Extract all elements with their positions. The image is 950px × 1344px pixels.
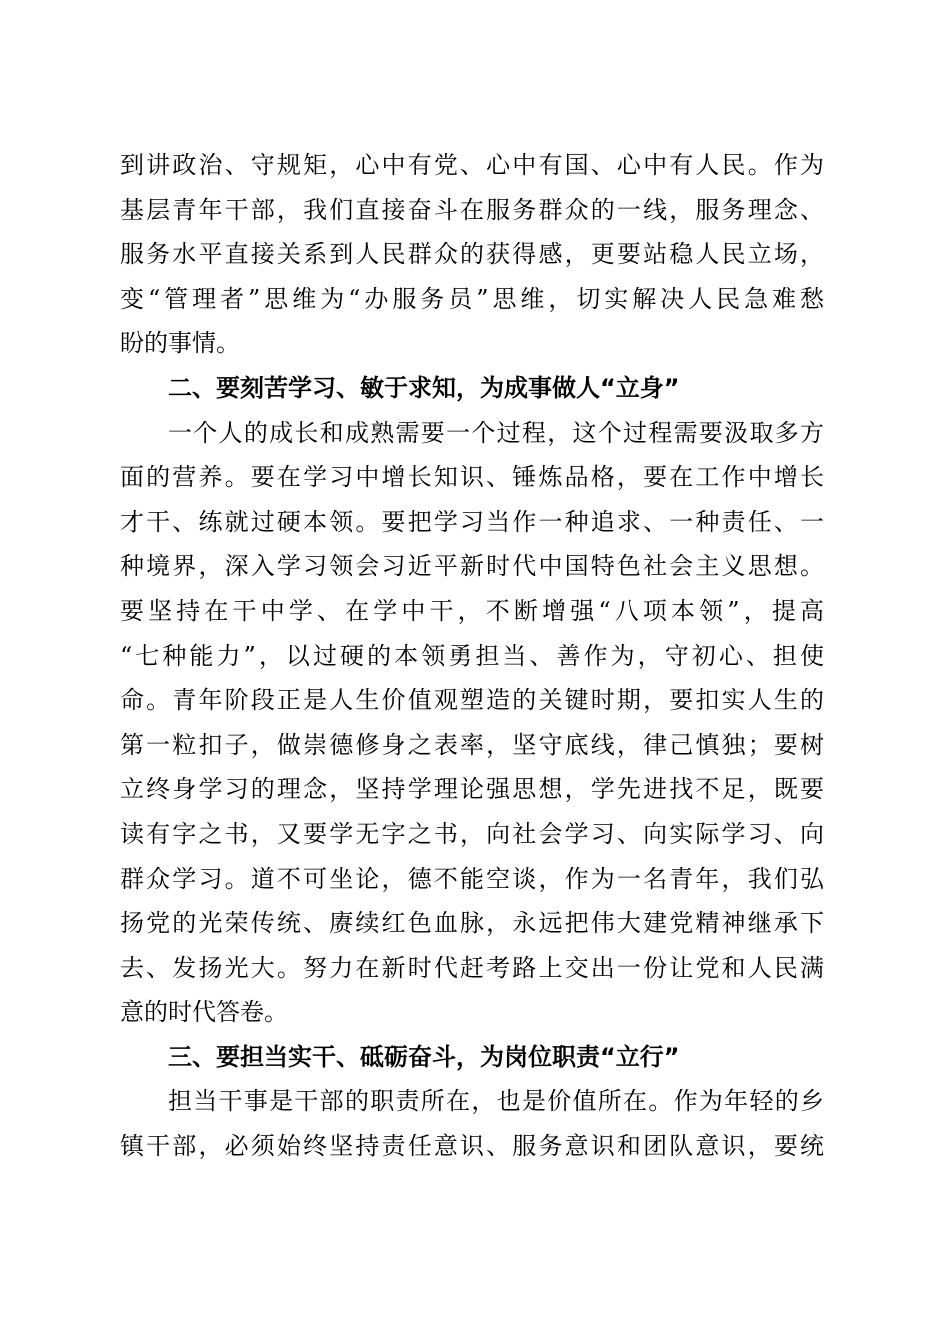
text-line: 一个人的成长和成熟需要一个过程，这个过程需要汲取多方 bbox=[168, 418, 824, 447]
paragraph-1 bbox=[120, 143, 824, 366]
section-heading-2: 二、要刻苦学习、敏于求知，为成事做人“立身” bbox=[168, 373, 680, 402]
paragraph-3 bbox=[120, 1079, 824, 1168]
text-line: 种境界，深入学习领会习近平新时代中国特色社会主义思想。 bbox=[120, 552, 824, 581]
text-line: 扬党的光荣传统、赓续红色血脉，永远把伟大建党精神继承下 bbox=[120, 909, 824, 938]
text-line: 基层青年干部，我们直接奋斗在服务群众的一线，服务理念、 bbox=[120, 195, 824, 224]
text-line: 到讲政治、守规矩，心中有党、心中有国、心中有人民。作为 bbox=[120, 151, 824, 179]
text-line: 意的时代答卷。 bbox=[120, 998, 288, 1027]
text-line: 面的营养。要在学习中增长知识、锤炼品格，要在工作中增长 bbox=[120, 463, 824, 492]
text-line: 去、发扬光大。努力在新时代赶考路上交出一份让党和人民满 bbox=[120, 953, 824, 982]
text-line: 命。青年阶段正是人生价值观塑造的关键时期，要扣实人生的 bbox=[120, 686, 824, 715]
text-line: “七种能力”，以过硬的本领勇担当、善作为，守初心、担使 bbox=[120, 641, 824, 670]
text-line: 读有字之书，又要学无字之书，向社会学习、向实际学习、向 bbox=[120, 819, 824, 848]
text-line: 要坚持在干中学、在学中干，不断增强“八项本领”，提高 bbox=[120, 596, 824, 625]
text-line: 盼的事情。 bbox=[120, 329, 240, 358]
text-line: 变“管理者”思维为“办服务员”思维，切实解决人民急难愁 bbox=[120, 284, 824, 313]
text-line: 才干、练就过硬本领。要把学习当作一种追求、一种责任、一 bbox=[120, 507, 824, 536]
text-line: 第一粒扣子，做崇德修身之表率，坚守底线，律己慎独；要树 bbox=[120, 730, 824, 759]
text-line: 担当干事是干部的职责所在，也是价值所在。作为年轻的乡 bbox=[168, 1087, 824, 1116]
text-line: 镇干部，必须始终坚持责任意识、服务意识和团队意识，要统 bbox=[120, 1132, 824, 1161]
document-body bbox=[120, 143, 824, 1169]
text-line: 立终身学习的理念，坚持学理论强思想，学先进找不足，既要 bbox=[120, 775, 824, 804]
paragraph-2 bbox=[120, 411, 824, 1035]
text-line: 群众学习。道不可坐论，德不能空谈，作为一名青年，我们弘 bbox=[120, 864, 824, 893]
section-heading-3: 三、要担当实干、砥砺奋斗，为岗位职责“立行” bbox=[168, 1042, 680, 1071]
text-line: 服务水平直接关系到人民群众的获得感，更要站稳人民立场， bbox=[120, 240, 824, 269]
